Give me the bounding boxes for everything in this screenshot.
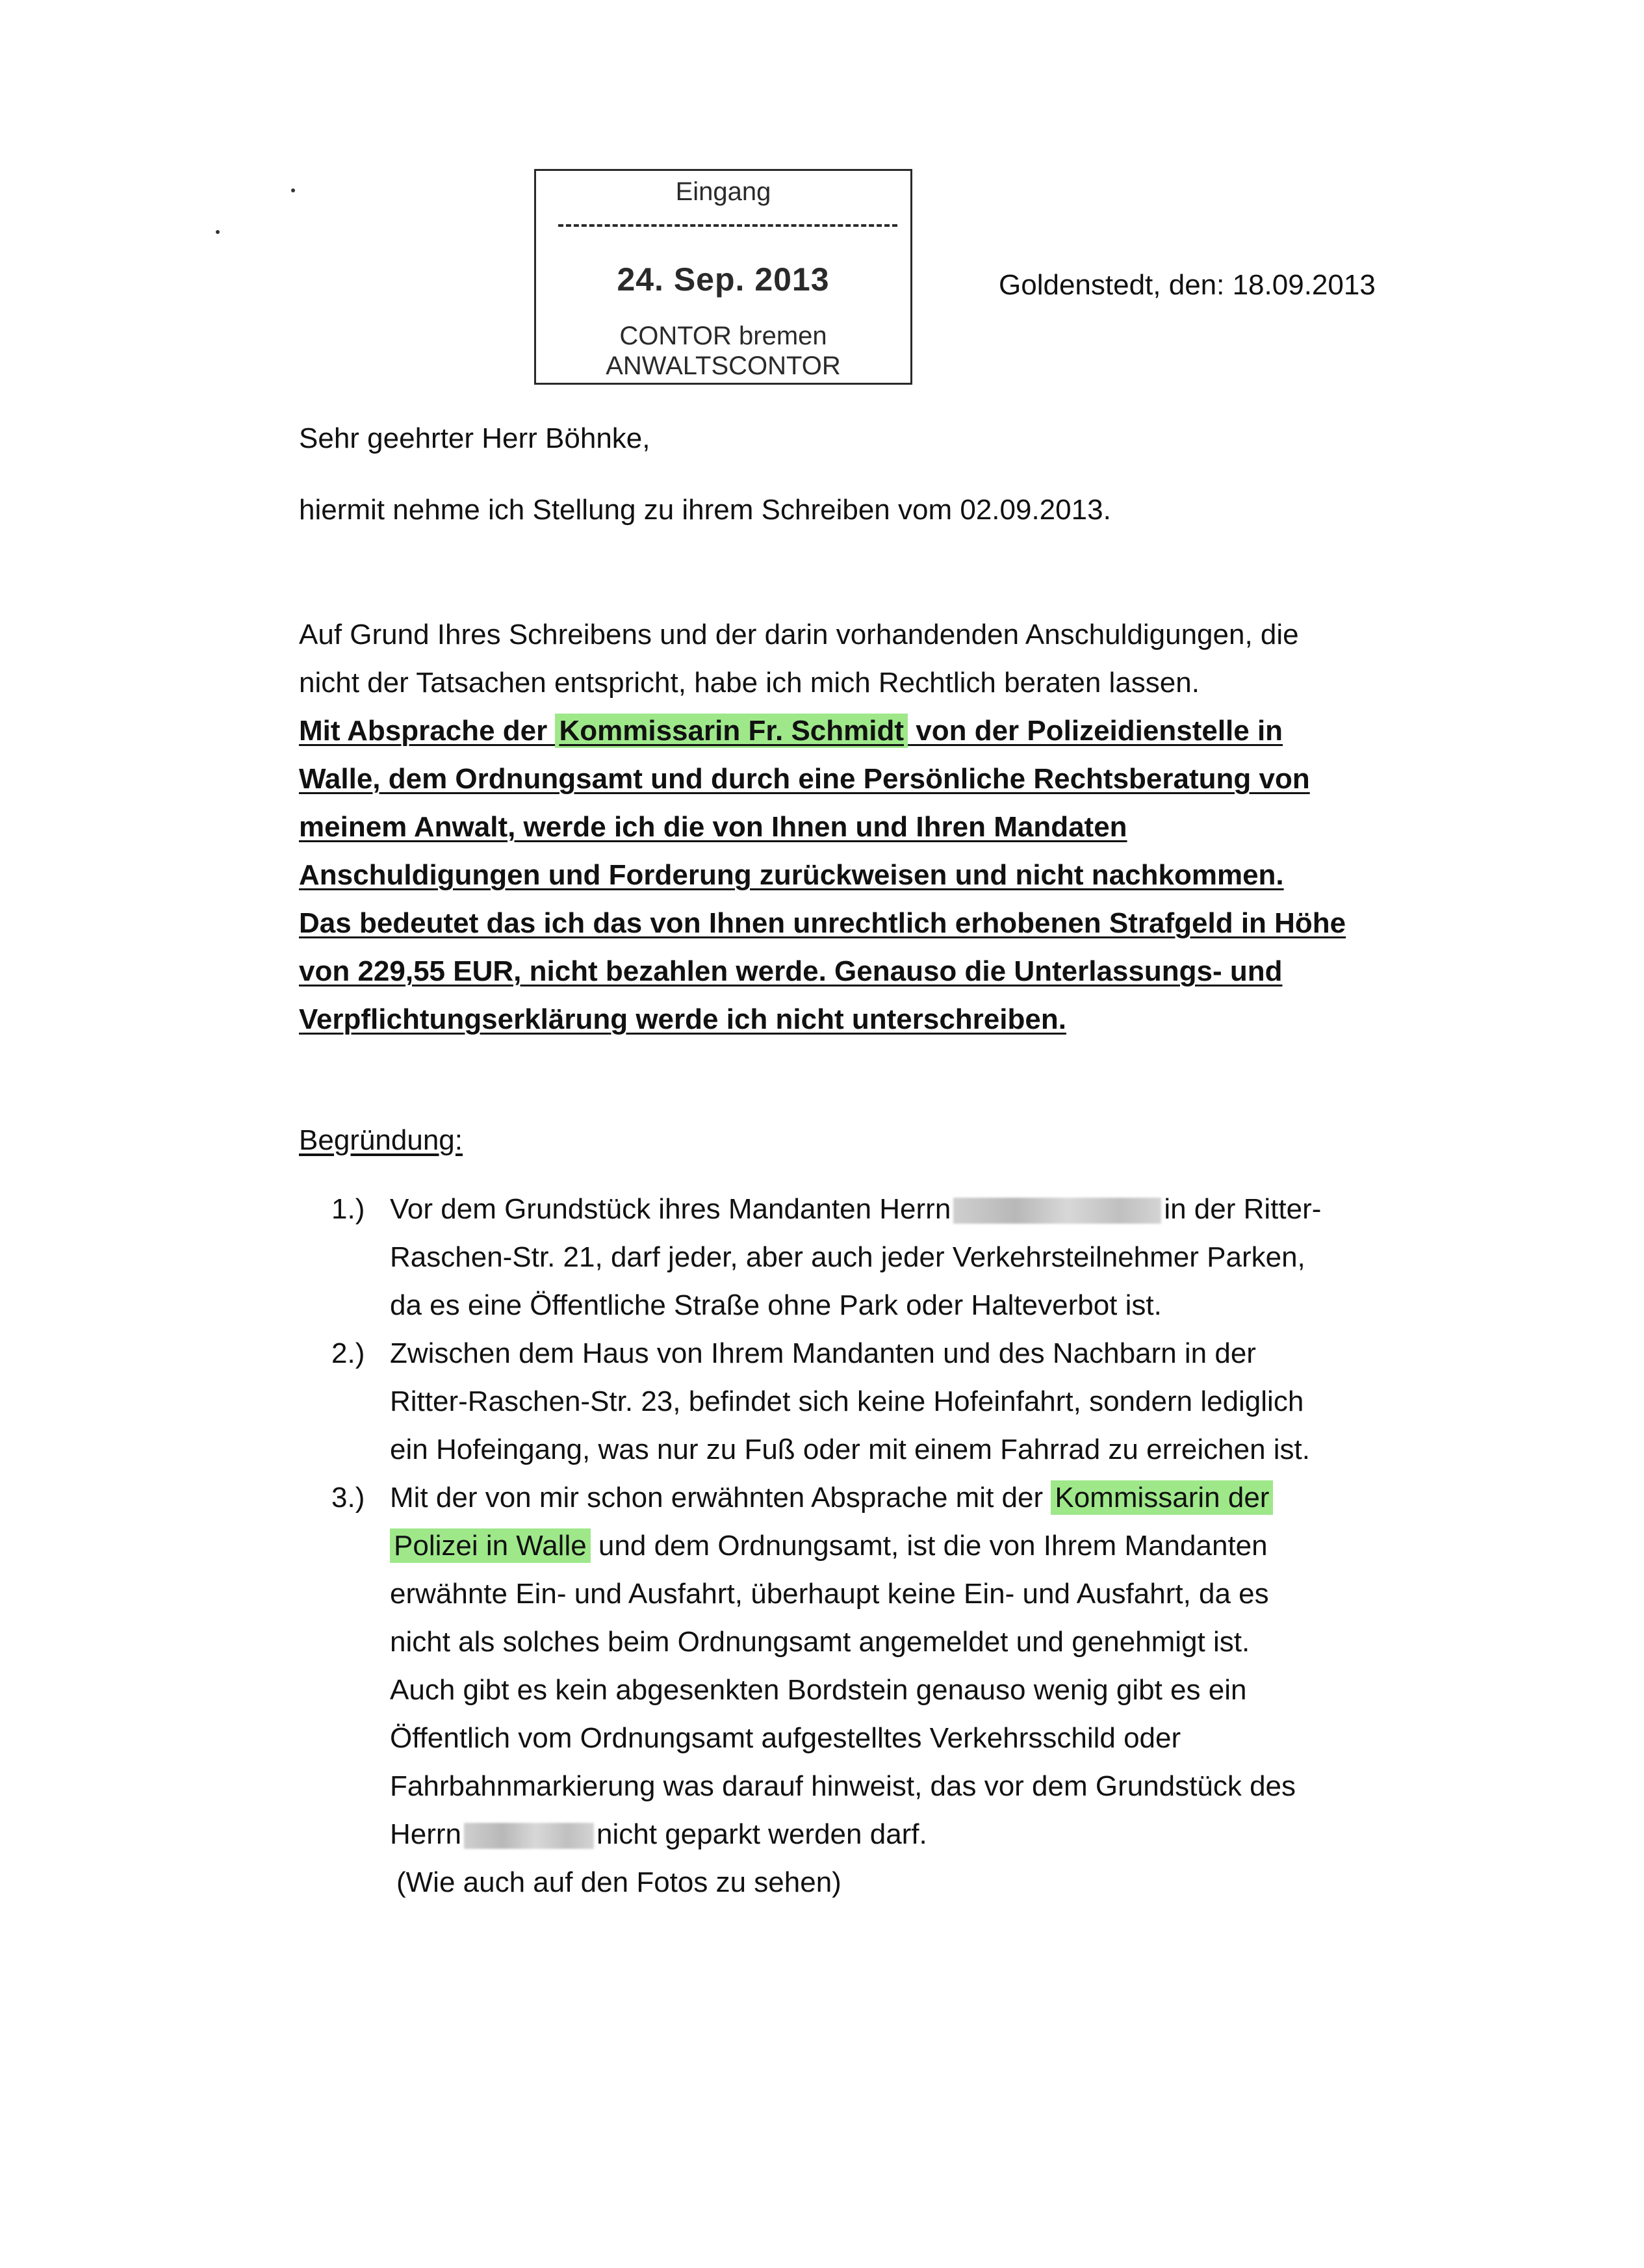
item-text: Mit der von mir schon erwähnten Absprache mit der	[390, 1482, 1051, 1514]
stamp-divider	[558, 224, 897, 227]
paragraph-line: Auf Grund Ihres Schreibens und der darin vorhandenden Anschuldigungen, die	[299, 619, 1299, 651]
receipt-stamp	[534, 169, 912, 385]
stamp-date: 24. Sep. 2013	[617, 261, 830, 298]
item-line: Zwischen dem Haus von Ihrem Mandanten und des Nachbarn in der	[390, 1337, 1256, 1369]
emphasis-line: Anschuldigungen und Forderung zurückweisen und nicht nachkommen.	[299, 859, 1284, 891]
item-line: da es eine Öffentliche Straße ohne Park oder Halteverbot ist.	[390, 1289, 1162, 1321]
stamp-title: Eingang	[675, 177, 771, 206]
stamp-line-2: ANWALTSCONTOR	[606, 352, 841, 380]
salutation: Sehr geehrter Herr Böhnke,	[299, 422, 650, 454]
list-item	[299, 1185, 1430, 1330]
reasons-list	[299, 1185, 1430, 1907]
intro-sentence: hiermit nehme ich Stellung zu ihrem Schreiben vom 02.09.2013.	[299, 494, 1111, 526]
photo-note: (Wie auch auf den Fotos zu sehen)	[396, 1866, 841, 1898]
emphasis-line: Verpflichtungserklärung werde ich nicht unterschreiben.	[299, 1003, 1066, 1035]
item-text: Vor dem Grundstück ihres Mandanten Herrn	[390, 1193, 951, 1225]
item-line: Öffentlich vom Ordnungsamt aufgestelltes Verkehrsschild oder	[390, 1722, 1181, 1754]
main-paragraph	[299, 611, 1417, 1044]
section-heading: Begründung:	[299, 1124, 463, 1156]
highlighted-text: Kommissarin der	[1051, 1480, 1273, 1515]
emphasis-line	[299, 707, 1417, 755]
item-number: 1.)	[331, 1193, 365, 1225]
redacted-name	[953, 1198, 1161, 1224]
item-text: und dem Ordnungsamt, ist die von Ihrem Mandanten	[590, 1530, 1268, 1562]
emphasis-line: Walle, dem Ordnungsamt und durch eine Persönliche Rechtsberatung von	[299, 763, 1310, 795]
list-item	[299, 1330, 1430, 1474]
place-date: Goldenstedt, den: 18.09.2013	[999, 269, 1376, 301]
list-item	[299, 1474, 1430, 1859]
emphasis-line: meinem Anwalt, werde ich die von Ihnen und Ihren Mandaten	[299, 811, 1127, 843]
scan-speck	[216, 230, 220, 234]
item-line: nicht als solches beim Ordnungsamt angemeldet und genehmigt ist.	[390, 1626, 1250, 1658]
item-number: 2.)	[331, 1337, 365, 1369]
item-text: nicht geparkt werden darf.	[597, 1818, 927, 1850]
item-line: ein Hofeingang, was nur zu Fuß oder mit einem Fahrrad zu erreichen ist.	[390, 1434, 1310, 1465]
item-line	[390, 1474, 1430, 1522]
item-line	[390, 1522, 1430, 1570]
emphasis-text: Mit Absprache der	[299, 715, 556, 747]
scan-speck	[291, 188, 295, 192]
item-line: Raschen-Str. 21, darf jeder, aber auch jeder Verkehrsteilnehmer Parken,	[390, 1241, 1305, 1273]
item-line: erwähnte Ein- und Ausfahrt, überhaupt keine Ein- und Ausfahrt, da es	[390, 1578, 1269, 1610]
item-line: Auch gibt es kein abgesenkten Bordstein genauso wenig gibt es ein	[390, 1674, 1247, 1706]
redacted-name	[464, 1823, 594, 1849]
item-line: Ritter-Raschen-Str. 23, befindet sich keine Hofeinfahrt, sondern lediglich	[390, 1385, 1304, 1417]
item-text: in der Ritter-	[1164, 1193, 1322, 1225]
paragraph-line: nicht der Tatsachen entspricht, habe ich mich Rechtlich beraten lassen.	[299, 667, 1200, 699]
item-line	[390, 1811, 1430, 1859]
highlighted-text: Polizei in Walle	[390, 1528, 591, 1563]
emphasis-line: Das bedeutet das ich das von Ihnen unrechtlich erhobenen Strafgeld in Höhe	[299, 907, 1346, 939]
emphasis-text: von der Polizeidienstelle in	[908, 715, 1283, 747]
highlighted-text: Kommissarin Fr. Schmidt	[555, 714, 908, 748]
item-line	[390, 1185, 1430, 1233]
item-text: Herrn	[390, 1818, 462, 1850]
item-line: Fahrbahnmarkierung was darauf hinweist, das vor dem Grundstück des	[390, 1770, 1296, 1802]
item-number: 3.)	[331, 1482, 365, 1514]
emphasis-line: von 229,55 EUR, nicht bezahlen werde. Genauso die Unterlassungs- und	[299, 955, 1283, 987]
stamp-line-1: CONTOR bremen	[619, 322, 827, 350]
